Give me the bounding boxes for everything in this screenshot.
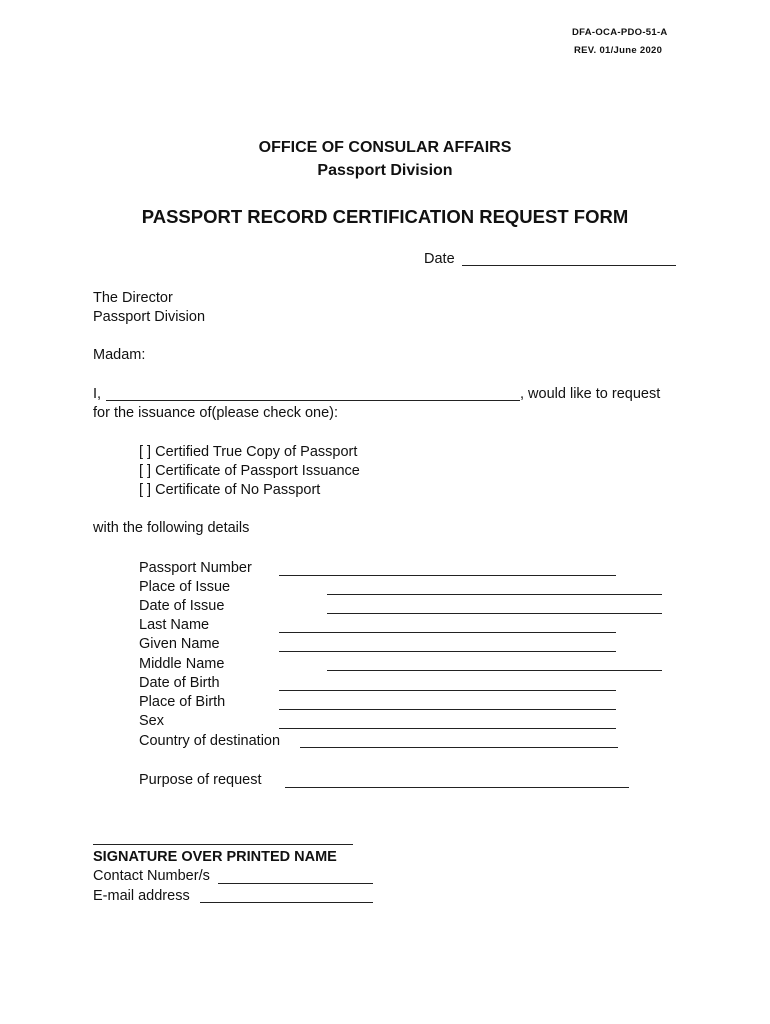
option-certified-true-copy[interactable]: [ ] Certified True Copy of Passport	[139, 444, 358, 460]
contact-number-field[interactable]	[218, 883, 373, 884]
date-of-birth-field[interactable]	[279, 690, 616, 691]
form-title: PASSPORT RECORD CERTIFICATION REQUEST FORM	[141, 206, 629, 227]
option-certificate-of-issuance[interactable]: [ ] Certificate of Passport Issuance	[139, 463, 360, 479]
sex-field[interactable]	[279, 728, 616, 729]
contact-label: Contact Number/s	[93, 868, 210, 884]
field-label-place-of-issue: Place of Issue	[139, 579, 231, 595]
date-field[interactable]	[462, 265, 676, 266]
given-name-field[interactable]	[279, 651, 616, 652]
purpose-field[interactable]	[285, 787, 629, 788]
division-title: Passport Division	[317, 162, 453, 179]
passport-number-field[interactable]	[279, 575, 616, 576]
place-of-birth-field[interactable]	[279, 709, 616, 710]
email-label: E-mail address	[93, 888, 190, 904]
office-title: OFFICE OF CONSULAR AFFAIRS	[258, 139, 512, 156]
email-field[interactable]	[200, 902, 373, 903]
last-name-field[interactable]	[279, 632, 616, 633]
field-label-passport-number: Passport Number	[139, 560, 252, 576]
signature-label: SIGNATURE OVER PRINTED NAME	[93, 849, 337, 865]
middle-name-field[interactable]	[327, 670, 662, 671]
field-label-place-of-birth: Place of Birth	[139, 694, 226, 710]
revision: REV. 01/June 2020	[574, 45, 663, 56]
country-of-destination-field[interactable]	[300, 747, 618, 748]
place-of-issue-field[interactable]	[327, 594, 662, 595]
details-intro: with the following details	[93, 520, 250, 536]
option-certificate-of-no-passport[interactable]: [ ] Certificate of No Passport	[139, 482, 321, 498]
salutation: Madam:	[93, 347, 146, 363]
date-label: Date	[424, 251, 455, 267]
field-label-country-of-destination: Country of destination	[139, 733, 281, 749]
requester-name-field[interactable]	[106, 400, 520, 401]
field-label-sex: Sex	[139, 713, 164, 729]
form-code: DFA-OCA-PDO-51-A	[572, 27, 668, 38]
field-label-last-name: Last Name	[139, 617, 210, 633]
field-label-given-name: Given Name	[139, 636, 220, 652]
signature-line[interactable]	[93, 844, 353, 845]
addressee-line-1: The Director	[93, 290, 173, 306]
request-line-2: for the issuance of(please check one):	[93, 405, 339, 421]
field-label-date-of-issue: Date of Issue	[139, 598, 225, 614]
request-suffix: , would like to request	[520, 386, 661, 402]
field-label-date-of-birth: Date of Birth	[139, 675, 220, 691]
purpose-label: Purpose of request	[139, 772, 262, 788]
request-prefix: I,	[93, 386, 102, 402]
field-label-middle-name: Middle Name	[139, 656, 225, 672]
date-of-issue-field[interactable]	[327, 613, 662, 614]
addressee-line-2: Passport Division	[93, 309, 206, 325]
